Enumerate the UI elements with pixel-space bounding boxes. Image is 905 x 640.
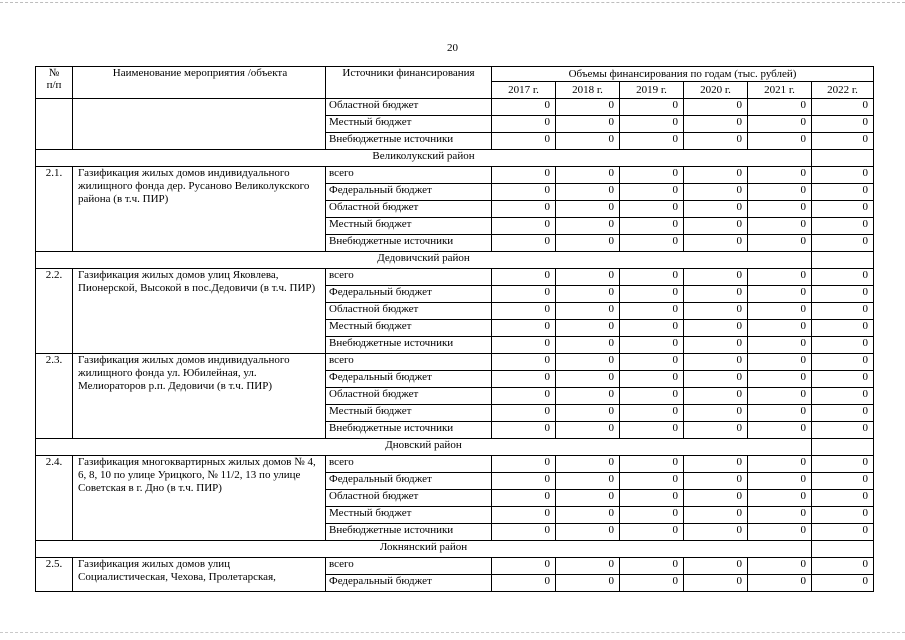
value-cell: 0 [556, 490, 620, 507]
value-cell: 0 [556, 320, 620, 337]
value-cell: 0 [620, 473, 684, 490]
value-cell: 0 [620, 235, 684, 252]
empty-cell [812, 439, 874, 456]
value-cell: 0 [620, 218, 684, 235]
source-cell: Федеральный бюджет [326, 371, 492, 388]
value-cell: 0 [492, 99, 556, 116]
value-cell: 0 [492, 388, 556, 405]
value-cell: 0 [492, 286, 556, 303]
district-row [36, 252, 874, 269]
table-row [36, 269, 874, 286]
value-cell: 0 [492, 558, 556, 575]
value-cell: 0 [556, 303, 620, 320]
value-cell: 0 [812, 388, 874, 405]
value-cell: 0 [492, 184, 556, 201]
value-cell: 0 [620, 405, 684, 422]
value-cell: 0 [748, 269, 812, 286]
value-cell: 0 [556, 269, 620, 286]
value-cell: 0 [812, 524, 874, 541]
source-cell: Внебюджетные источники [326, 133, 492, 150]
value-cell: 0 [684, 235, 748, 252]
value-cell: 0 [620, 184, 684, 201]
value-cell: 0 [684, 303, 748, 320]
item-name-cell: Газификация жилых домов индивидуального жилищного фонда ул. Юбилейная, ул. Мелиораторов р.п. Дедовичи (в т.ч. ПИР) [73, 354, 326, 439]
value-cell: 0 [684, 133, 748, 150]
value-cell: 0 [492, 167, 556, 184]
header-year: 2022 г. [812, 82, 874, 99]
value-cell: 0 [556, 99, 620, 116]
item-name-cell: Газификация жилых домов улиц Социалистическая, Чехова, Пролетарская, [73, 558, 326, 592]
value-cell: 0 [492, 337, 556, 354]
value-cell: 0 [748, 388, 812, 405]
value-cell: 0 [620, 422, 684, 439]
value-cell: 0 [620, 303, 684, 320]
value-cell: 0 [812, 473, 874, 490]
value-cell: 0 [556, 337, 620, 354]
value-cell: 0 [684, 184, 748, 201]
value-cell: 0 [492, 405, 556, 422]
value-cell: 0 [492, 320, 556, 337]
district-row [36, 439, 874, 456]
table-row [36, 558, 874, 575]
source-cell: Внебюджетные источники [326, 337, 492, 354]
table-row [36, 167, 874, 184]
value-cell: 0 [492, 303, 556, 320]
value-cell: 0 [620, 456, 684, 473]
source-cell: Областной бюджет [326, 388, 492, 405]
value-cell: 0 [684, 286, 748, 303]
item-name-cell [73, 99, 326, 150]
value-cell: 0 [684, 371, 748, 388]
value-cell: 0 [556, 422, 620, 439]
table-body [36, 99, 874, 592]
table-row [36, 456, 874, 473]
value-cell: 0 [556, 167, 620, 184]
item-number-cell: 2.5. [36, 558, 73, 592]
value-cell: 0 [748, 167, 812, 184]
header-number: № п/п [36, 67, 73, 99]
value-cell: 0 [556, 116, 620, 133]
header-year: 2019 г. [620, 82, 684, 99]
value-cell: 0 [556, 286, 620, 303]
value-cell: 0 [812, 116, 874, 133]
value-cell: 0 [492, 354, 556, 371]
value-cell: 0 [812, 456, 874, 473]
source-cell: Местный бюджет [326, 507, 492, 524]
header-name: Наименование мероприятия /объекта [73, 67, 326, 99]
value-cell: 0 [556, 473, 620, 490]
value-cell: 0 [684, 201, 748, 218]
value-cell: 0 [492, 269, 556, 286]
value-cell: 0 [684, 507, 748, 524]
value-cell: 0 [684, 490, 748, 507]
source-cell: Внебюджетные источники [326, 524, 492, 541]
value-cell: 0 [812, 337, 874, 354]
source-cell: всего [326, 456, 492, 473]
value-cell: 0 [748, 473, 812, 490]
value-cell: 0 [620, 354, 684, 371]
value-cell: 0 [748, 575, 812, 592]
value-cell: 0 [492, 116, 556, 133]
value-cell: 0 [684, 558, 748, 575]
value-cell: 0 [748, 201, 812, 218]
value-cell: 0 [492, 456, 556, 473]
value-cell: 0 [748, 354, 812, 371]
table-row [36, 99, 874, 116]
source-cell: Областной бюджет [326, 490, 492, 507]
value-cell: 0 [812, 371, 874, 388]
value-cell: 0 [684, 99, 748, 116]
table-row [36, 354, 874, 371]
item-number-cell: 2.1. [36, 167, 73, 252]
item-number-cell: 2.2. [36, 269, 73, 354]
district-heading: Локнянский район [36, 541, 812, 558]
value-cell: 0 [684, 269, 748, 286]
value-cell: 0 [556, 524, 620, 541]
value-cell: 0 [812, 201, 874, 218]
value-cell: 0 [620, 507, 684, 524]
value-cell: 0 [620, 524, 684, 541]
district-row [36, 541, 874, 558]
value-cell: 0 [620, 371, 684, 388]
empty-cell [812, 541, 874, 558]
value-cell: 0 [684, 405, 748, 422]
value-cell: 0 [620, 133, 684, 150]
value-cell: 0 [556, 575, 620, 592]
value-cell: 0 [748, 133, 812, 150]
header-year: 2017 г. [492, 82, 556, 99]
source-cell: всего [326, 269, 492, 286]
value-cell: 0 [556, 388, 620, 405]
value-cell: 0 [748, 524, 812, 541]
value-cell: 0 [620, 167, 684, 184]
value-cell: 0 [748, 286, 812, 303]
district-row [36, 150, 874, 167]
value-cell: 0 [812, 490, 874, 507]
value-cell: 0 [812, 133, 874, 150]
item-number-cell [36, 99, 73, 150]
empty-cell [812, 252, 874, 269]
item-number-cell: 2.3. [36, 354, 73, 439]
empty-cell [812, 150, 874, 167]
district-heading: Дедовичский район [36, 252, 812, 269]
value-cell: 0 [556, 184, 620, 201]
value-cell: 0 [812, 507, 874, 524]
financing-table [35, 66, 874, 592]
value-cell: 0 [684, 116, 748, 133]
value-cell: 0 [492, 473, 556, 490]
source-cell: Местный бюджет [326, 320, 492, 337]
header-year: 2021 г. [748, 82, 812, 99]
value-cell: 0 [556, 558, 620, 575]
value-cell: 0 [492, 524, 556, 541]
source-cell: всего [326, 354, 492, 371]
value-cell: 0 [812, 422, 874, 439]
value-cell: 0 [812, 320, 874, 337]
value-cell: 0 [748, 507, 812, 524]
value-cell: 0 [492, 371, 556, 388]
value-cell: 0 [620, 320, 684, 337]
source-cell: Федеральный бюджет [326, 184, 492, 201]
source-cell: Федеральный бюджет [326, 473, 492, 490]
district-heading: Дновский район [36, 439, 812, 456]
value-cell: 0 [812, 184, 874, 201]
value-cell: 0 [684, 422, 748, 439]
value-cell: 0 [684, 167, 748, 184]
value-cell: 0 [492, 235, 556, 252]
value-cell: 0 [492, 422, 556, 439]
value-cell: 0 [684, 218, 748, 235]
value-cell: 0 [748, 371, 812, 388]
value-cell: 0 [620, 116, 684, 133]
value-cell: 0 [620, 337, 684, 354]
value-cell: 0 [556, 507, 620, 524]
source-cell: Областной бюджет [326, 99, 492, 116]
value-cell: 0 [748, 235, 812, 252]
value-cell: 0 [812, 354, 874, 371]
scan-edge-bottom [0, 632, 905, 633]
source-cell: Местный бюджет [326, 405, 492, 422]
value-cell: 0 [556, 405, 620, 422]
value-cell: 0 [812, 575, 874, 592]
source-cell: Федеральный бюджет [326, 286, 492, 303]
value-cell: 0 [812, 167, 874, 184]
value-cell: 0 [492, 218, 556, 235]
source-cell: Внебюджетные источники [326, 235, 492, 252]
item-name-cell: Газификация жилых домов улиц Яковлева, Пионерской, Высокой в пос.Дедовичи (в т.ч. ПИР) [73, 269, 326, 354]
value-cell: 0 [556, 218, 620, 235]
value-cell: 0 [684, 456, 748, 473]
value-cell: 0 [812, 269, 874, 286]
source-cell: Местный бюджет [326, 116, 492, 133]
value-cell: 0 [556, 456, 620, 473]
value-cell: 0 [620, 269, 684, 286]
value-cell: 0 [556, 354, 620, 371]
source-cell: Внебюджетные источники [326, 422, 492, 439]
value-cell: 0 [748, 490, 812, 507]
source-cell: всего [326, 167, 492, 184]
value-cell: 0 [812, 303, 874, 320]
value-cell: 0 [748, 303, 812, 320]
value-cell: 0 [620, 388, 684, 405]
item-name-cell: Газификация жилых домов индивидуального жилищного фонда дер. Русаново Великолукского района (в т.ч. ПИР) [73, 167, 326, 252]
value-cell: 0 [748, 99, 812, 116]
value-cell: 0 [620, 286, 684, 303]
value-cell: 0 [684, 575, 748, 592]
header-year: 2018 г. [556, 82, 620, 99]
value-cell: 0 [748, 337, 812, 354]
item-number-cell: 2.4. [36, 456, 73, 541]
header-row-1 [36, 67, 874, 82]
value-cell: 0 [748, 558, 812, 575]
value-cell: 0 [684, 320, 748, 337]
value-cell: 0 [556, 133, 620, 150]
value-cell: 0 [556, 371, 620, 388]
value-cell: 0 [684, 388, 748, 405]
value-cell: 0 [556, 235, 620, 252]
value-cell: 0 [748, 116, 812, 133]
value-cell: 0 [748, 218, 812, 235]
value-cell: 0 [620, 490, 684, 507]
value-cell: 0 [556, 201, 620, 218]
header-year: 2020 г. [684, 82, 748, 99]
source-cell: Федеральный бюджет [326, 575, 492, 592]
value-cell: 0 [684, 337, 748, 354]
source-cell: Областной бюджет [326, 303, 492, 320]
page-number: 20 [447, 42, 458, 54]
item-name-cell: Газификация многоквартирных жилых домов № 4, 6, 8, 10 по улице Урицкого, № 11/2, 13 по улице Советская в г. Дно (в т.ч. ПИР) [73, 456, 326, 541]
value-cell: 0 [492, 133, 556, 150]
value-cell: 0 [812, 286, 874, 303]
value-cell: 0 [812, 558, 874, 575]
value-cell: 0 [812, 235, 874, 252]
value-cell: 0 [620, 99, 684, 116]
value-cell: 0 [748, 320, 812, 337]
value-cell: 0 [684, 354, 748, 371]
district-heading: Великолукский район [36, 150, 812, 167]
value-cell: 0 [812, 99, 874, 116]
value-cell: 0 [492, 490, 556, 507]
source-cell: Областной бюджет [326, 201, 492, 218]
value-cell: 0 [748, 184, 812, 201]
value-cell: 0 [812, 405, 874, 422]
header-volumes: Объемы финансирования по годам (тыс. рублей) [492, 67, 874, 82]
value-cell: 0 [620, 575, 684, 592]
value-cell: 0 [748, 422, 812, 439]
value-cell: 0 [620, 558, 684, 575]
header-source: Источники финансирования [326, 67, 492, 99]
value-cell: 0 [684, 524, 748, 541]
value-cell: 0 [748, 405, 812, 422]
value-cell: 0 [492, 507, 556, 524]
scan-edge-top [0, 2, 905, 3]
source-cell: всего [326, 558, 492, 575]
value-cell: 0 [620, 201, 684, 218]
value-cell: 0 [684, 473, 748, 490]
value-cell: 0 [492, 575, 556, 592]
value-cell: 0 [812, 218, 874, 235]
source-cell: Местный бюджет [326, 218, 492, 235]
value-cell: 0 [492, 201, 556, 218]
value-cell: 0 [748, 456, 812, 473]
